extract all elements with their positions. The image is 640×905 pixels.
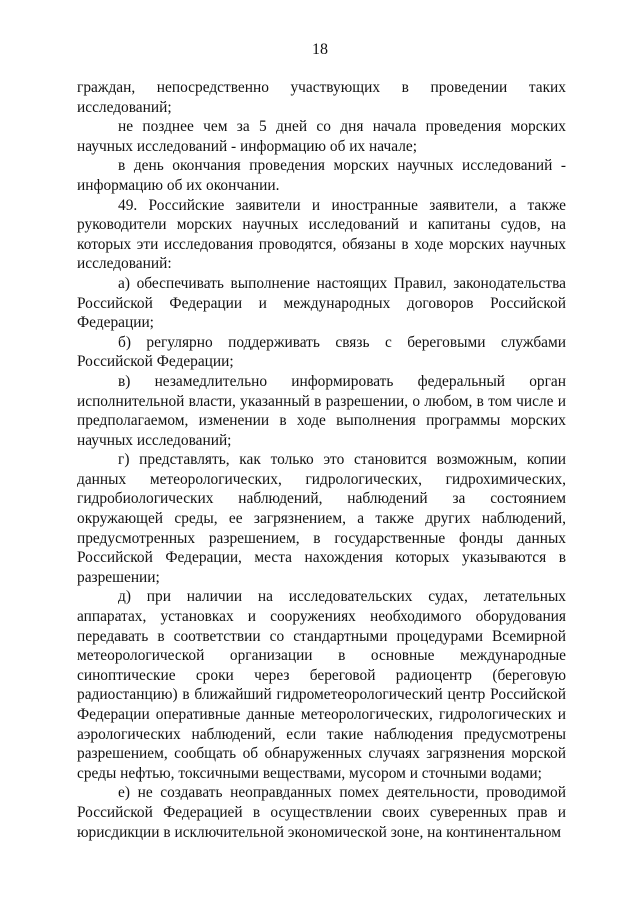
paragraph-end-notice: в день окончания проведения морских научных исследований - информацию об их окончании.	[77, 157, 566, 194]
paragraph-item-a: а) обеспечивать выполнение настоящих Правил, законодательства Российской Федерации и международных договоров Российской Федерации;	[77, 274, 566, 332]
paragraph-citizens-continuation: граждан, непосредственно участвующих в проведении таких исследований;	[77, 79, 566, 116]
page-number: 18	[312, 41, 328, 58]
paragraph-item-e: е) не создавать неоправданных помех деятельности, проводимой Российской Федерацией в осуществлении своих суверенных прав и юрисдикции в исключительной экономической зоне, на континентальном	[77, 784, 566, 841]
document-body	[77, 78, 566, 842]
paragraph-start-notice: не позднее чем за 5 дней со дня начала проведения морских научных исследований - информацию об их начале;	[77, 118, 566, 155]
paragraph-item-d: д) при наличии на исследовательских судах, летательных аппаратах, установках и сооружениях необходимого оборудования передавать в соответствии со стандартными процедурами Всемирной метеорологической организации в основные международные синоптические сроки через береговой радиоцентр (береговую радиостанцию) в ближайший гидрометеорологический центр Российской Федерации оперативные данные метеорологических, гидрологических и аэрологических наблюдений, если такие наблюдения предусмотрены разрешением, сообщать об обнаруженных случаях загрязнения морской среды нефтью, токсичными веществами, мусором и сточными водами;	[77, 588, 566, 782]
paragraph-clause-49: 49. Российские заявители и иностранные заявители, а также руководители морских научных исследований и капитаны судов, на которых эти исследования проводятся, обязаны в ходе морских научных исследований:	[77, 196, 566, 273]
paragraph-item-v: в) незамедлительно информировать федеральный орган исполнительной власти, указанный в разрешении, о любом, в том числе и предполагаемом, изменении в ходе выполнения программы морских научных исследований;	[77, 372, 566, 449]
paragraph-item-b: б) регулярно поддерживать связь с береговыми службами Российской Федерации;	[77, 333, 566, 371]
paragraph-item-g: г) представлять, как только это становится возможным, копии данных метеорологических, гидрологических, гидрохимических, гидробиологических наблюдений, наблюдений за состоянием окружающей среды, ее загрязнением, а также других наблюдений, предусмотренных разрешением, в государственные фонды данных Российской Федерации, места нахождения которых указываются в разрешении;	[77, 451, 566, 586]
